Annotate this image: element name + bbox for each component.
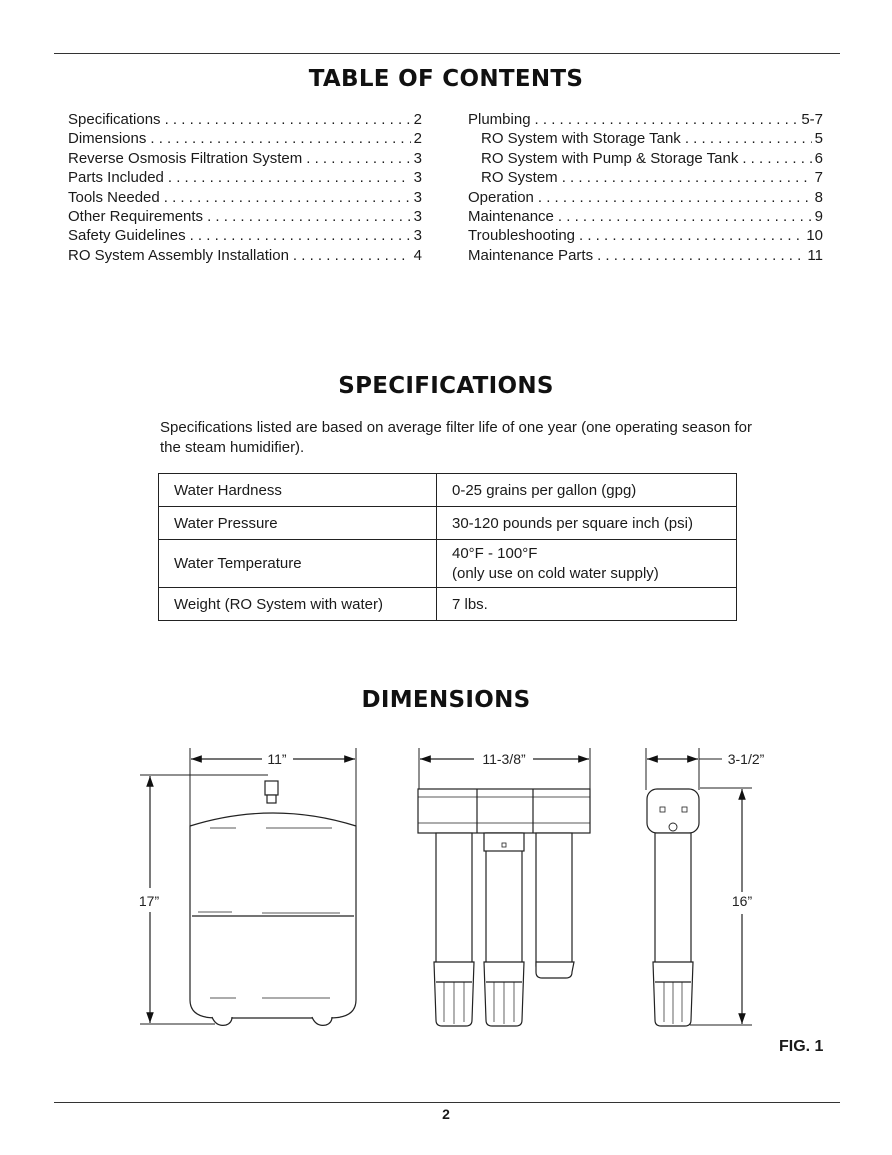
toc-subentry[interactable]: [468, 168, 823, 187]
toc-leader: [531, 110, 799, 129]
toc-leader: [554, 207, 812, 226]
toc-entry[interactable]: [68, 246, 422, 265]
toc-leader: [164, 168, 411, 187]
table-row: [159, 507, 737, 540]
toc-leader: [558, 168, 812, 187]
spec-label: Weight (RO System with water): [159, 588, 437, 621]
toc-leader: [186, 226, 411, 245]
toc-entry[interactable]: [68, 149, 422, 168]
toc-title: TABLE OF CONTENTS: [308, 66, 584, 92]
toc-entry-label: Maintenance Parts: [468, 246, 594, 264]
toc-entry[interactable]: [468, 110, 823, 129]
side-height-label: 16”: [731, 893, 753, 909]
figure-label: FIG. 1: [779, 1038, 824, 1055]
specifications-title: SPECIFICATIONS: [338, 373, 554, 399]
toc-entry[interactable]: [68, 110, 422, 129]
table-row: [159, 474, 737, 507]
toc-entry-page: 2: [413, 111, 422, 128]
toc-entry-page: 9: [814, 208, 823, 226]
tank-width-label: 11”: [267, 751, 287, 767]
toc-entry-label: RO System Assembly Installation: [68, 246, 289, 264]
toc-entry[interactable]: [468, 188, 823, 207]
toc-entry-label: Safety Guidelines: [68, 227, 186, 245]
toc-leader: [593, 246, 804, 265]
spec-value-cell: [437, 540, 737, 588]
tank-height-label: 17”: [138, 893, 160, 909]
toc-entry-label: Troubleshooting: [468, 227, 576, 245]
ro-system-side-drawing: [646, 748, 752, 1026]
toc-entry-page: 5: [814, 130, 823, 148]
spec-value-note: (only use on cold water supply): [452, 564, 659, 582]
dimensions-title: DIMENSIONS: [361, 687, 531, 713]
toc-leader: [161, 110, 411, 129]
specifications-table: [158, 473, 737, 621]
top-rule: [54, 53, 840, 54]
table-row: [159, 540, 737, 588]
spec-label: Water Hardness: [159, 474, 437, 507]
toc-entry[interactable]: [468, 226, 823, 245]
toc-right-column: [468, 110, 823, 265]
toc-entry-page: 7: [814, 169, 823, 187]
toc-entry-label: RO System with Storage Tank: [481, 130, 681, 148]
toc-entry[interactable]: [68, 129, 422, 148]
toc-subentry[interactable]: [468, 149, 823, 168]
toc-entry-page: 3: [413, 227, 422, 245]
storage-tank-drawing: [140, 748, 356, 1025]
system-width-label: 11-3/8”: [482, 751, 526, 767]
toc-entry-label: Other Requirements: [68, 208, 204, 226]
toc-entry-page: 3: [413, 169, 422, 187]
toc-entry-label: Maintenance: [468, 208, 554, 226]
specifications-intro: Specifications listed are based on average filter life of one year (one operating season for the steam humidifier).: [160, 419, 753, 456]
toc-entry-page: 3: [413, 208, 422, 226]
toc-entry-label: Operation: [468, 188, 534, 206]
toc-entry-page: 4: [413, 246, 422, 264]
toc-entry-label: Tools Needed: [68, 188, 160, 206]
toc-leader: [289, 246, 411, 265]
toc-leader: [146, 129, 410, 148]
toc-entry-page: 3: [413, 149, 422, 167]
toc-left-column: [68, 110, 422, 265]
toc-subentry[interactable]: [468, 129, 823, 148]
side-depth-label: 3-1/2”: [727, 751, 765, 767]
page-number: 2: [442, 1106, 450, 1122]
toc-entry[interactable]: [68, 188, 422, 207]
toc-leader: [534, 188, 812, 207]
toc-entry[interactable]: [68, 168, 422, 187]
toc-entry-page: 3: [413, 188, 422, 206]
toc-leader: [203, 207, 411, 226]
spec-label: Water Pressure: [159, 507, 437, 540]
spec-label: Water Temperature: [159, 540, 437, 588]
toc-entry-label: RO System: [481, 169, 558, 187]
toc-entry-page: 5-7: [801, 111, 823, 128]
toc-entry[interactable]: [68, 226, 422, 245]
toc-entry-label: Reverse Osmosis Filtration System: [68, 149, 303, 167]
toc-entry-label: RO System with Pump & Storage Tank: [481, 149, 739, 167]
toc-entry[interactable]: [68, 207, 422, 226]
toc-entry-label: Parts Included: [68, 169, 164, 187]
table-row: [159, 588, 737, 621]
dimensions-figure: [0, 740, 892, 1040]
toc-entry-page: 11: [807, 246, 823, 264]
ro-system-front-drawing: [418, 748, 590, 1026]
toc-entry-page: 10: [806, 227, 823, 245]
toc-leader: [160, 188, 411, 207]
spec-value: 7 lbs.: [437, 588, 737, 621]
toc-leader: [681, 129, 812, 148]
spec-value: 30-120 pounds per square inch (psi): [437, 507, 737, 540]
toc-entry-page: 6: [814, 149, 823, 167]
bottom-rule: [54, 1102, 840, 1103]
toc-entry[interactable]: [468, 246, 823, 265]
toc-entry-label: Plumbing: [468, 111, 531, 128]
toc-leader: [575, 226, 803, 245]
toc-leader: [302, 149, 410, 168]
spec-value: 40°F - 100°F: [452, 544, 538, 562]
toc-entry-label: Dimensions: [68, 130, 147, 148]
toc-entry-label: Specifications: [68, 111, 161, 128]
toc-entry-page: 8: [814, 188, 823, 206]
toc-entry[interactable]: [468, 207, 823, 226]
toc-entry-page: 2: [413, 130, 422, 148]
toc-leader: [738, 149, 811, 168]
spec-value: 0-25 grains per gallon (gpg): [437, 474, 737, 507]
